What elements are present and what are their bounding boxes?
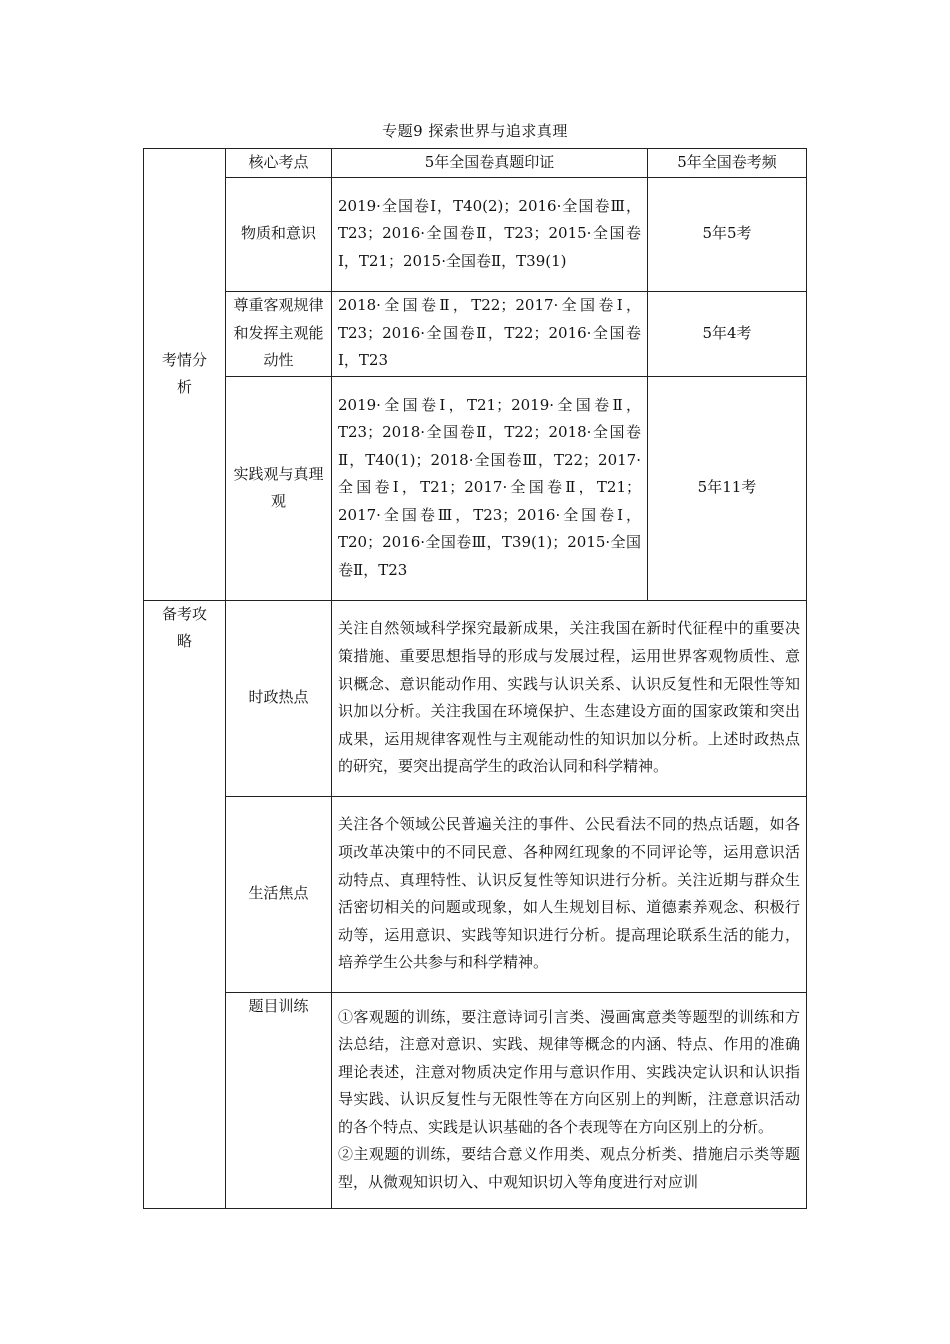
table-row [144,177,807,291]
exam-analysis-table [143,148,807,1209]
training-paragraph-objective: ①客观题的训练，要注意诗词引言类、漫画寓意类等题型的训练和方法总结，注意对意识、实践、规律等概念的内涵、特点、作用的准确理论表述，注意对物质决定作用与意识作用、实践决定认识和认识指导实践、认识反复性与无限性等在方向区别上的判断，注意意识活动的各个特点、实践是认识基础的各个表现等在方向区别上的分析。 [338,1007,800,1136]
training-paragraph-subjective: ②主观题的训练，要结合意义作用类、观点分析类、措施启示类等题型，从微观知识切入、中观知识切入等角度进行对应训 [338,1145,800,1192]
header-topic: 核心考点 [226,149,332,178]
topic-cell: 实践观与真理观 [226,376,332,600]
header-freq: 5年全国卷考频 [648,149,807,178]
exam-cell: 2018·全国卷Ⅱ，T22；2017·全国卷Ⅰ，T23；2016·全国卷Ⅱ，T22；2016·全国卷Ⅰ，T23 [332,291,648,376]
topic-cell: 时政热点 [226,600,332,796]
table-row [144,600,807,796]
frequency-cell: 5年11考 [648,376,807,600]
frequency-cell: 5年4考 [648,291,807,376]
exam-cell: 2019·全国卷Ⅰ，T21；2019·全国卷Ⅱ，T23；2018·全国卷Ⅱ，T22；2018·全国卷Ⅱ，T40(1)；2018·全国卷Ⅲ，T22；2017·全国卷Ⅰ，T21；2017·全国卷Ⅱ，T21；2017·全国卷Ⅲ，T23；2016·全国卷Ⅰ，T20；2016·全国卷Ⅲ，T39(1)；2015·全国卷Ⅱ，T23 [332,376,648,600]
section-label-analysis: 考情分析 [144,149,226,601]
header-exams: 5年全国卷真题印证 [332,149,648,178]
topic-cell: 尊重客观规律和发挥主观能动性 [226,291,332,376]
table-header-row [144,149,807,178]
strategy-text-cell: 关注自然领域科学探究最新成果，关注我国在新时代征程中的重要决策措施、重要思想指导的形成与发展过程，运用世界客观物质性、意识概念、意识能动作用、实践与认识关系、认识反复性和无限性等知识加以分析。关注我国在环境保护、生态建设方面的国家政策和突出成果，运用规律客观性与主观能动性的知识加以分析。上述时政热点的研究，要突出提高学生的政治认同和科学精神。 [332,600,807,796]
table-row [144,992,807,1208]
table-row [144,291,807,376]
table-row [144,796,807,992]
frequency-cell: 5年5考 [648,177,807,291]
page-title: 专题9 探索世界与追求真理 [382,122,568,140]
strategy-text-cell [332,992,807,1208]
exam-cell: 2019·全国卷Ⅰ，T40(2)；2016·全国卷Ⅲ，T23；2016·全国卷Ⅱ，T23；2015·全国卷Ⅰ，T21；2015·全国卷Ⅱ，T39(1) [332,177,648,291]
topic-cell: 题目训练 [226,992,332,1208]
topic-cell: 物质和意识 [226,177,332,291]
topic-cell: 生活焦点 [226,796,332,992]
table-row [144,376,807,600]
strategy-text-cell: 关注各个领域公民普遍关注的事件、公民看法不同的热点话题，如各项改革决策中的不同民意、各种网红现象的不同评论等，运用意识活动特点、真理特性、认识反复性等知识进行分析。关注近期与群众生活密切相关的问题或现象，如人生规划目标、道德素养观念、积极行动等，运用意识、实践等知识进行分析。提高理论联系生活的能力，培养学生公共参与和科学精神。 [332,796,807,992]
section-label-strategy: 备考攻略 [144,600,226,1208]
